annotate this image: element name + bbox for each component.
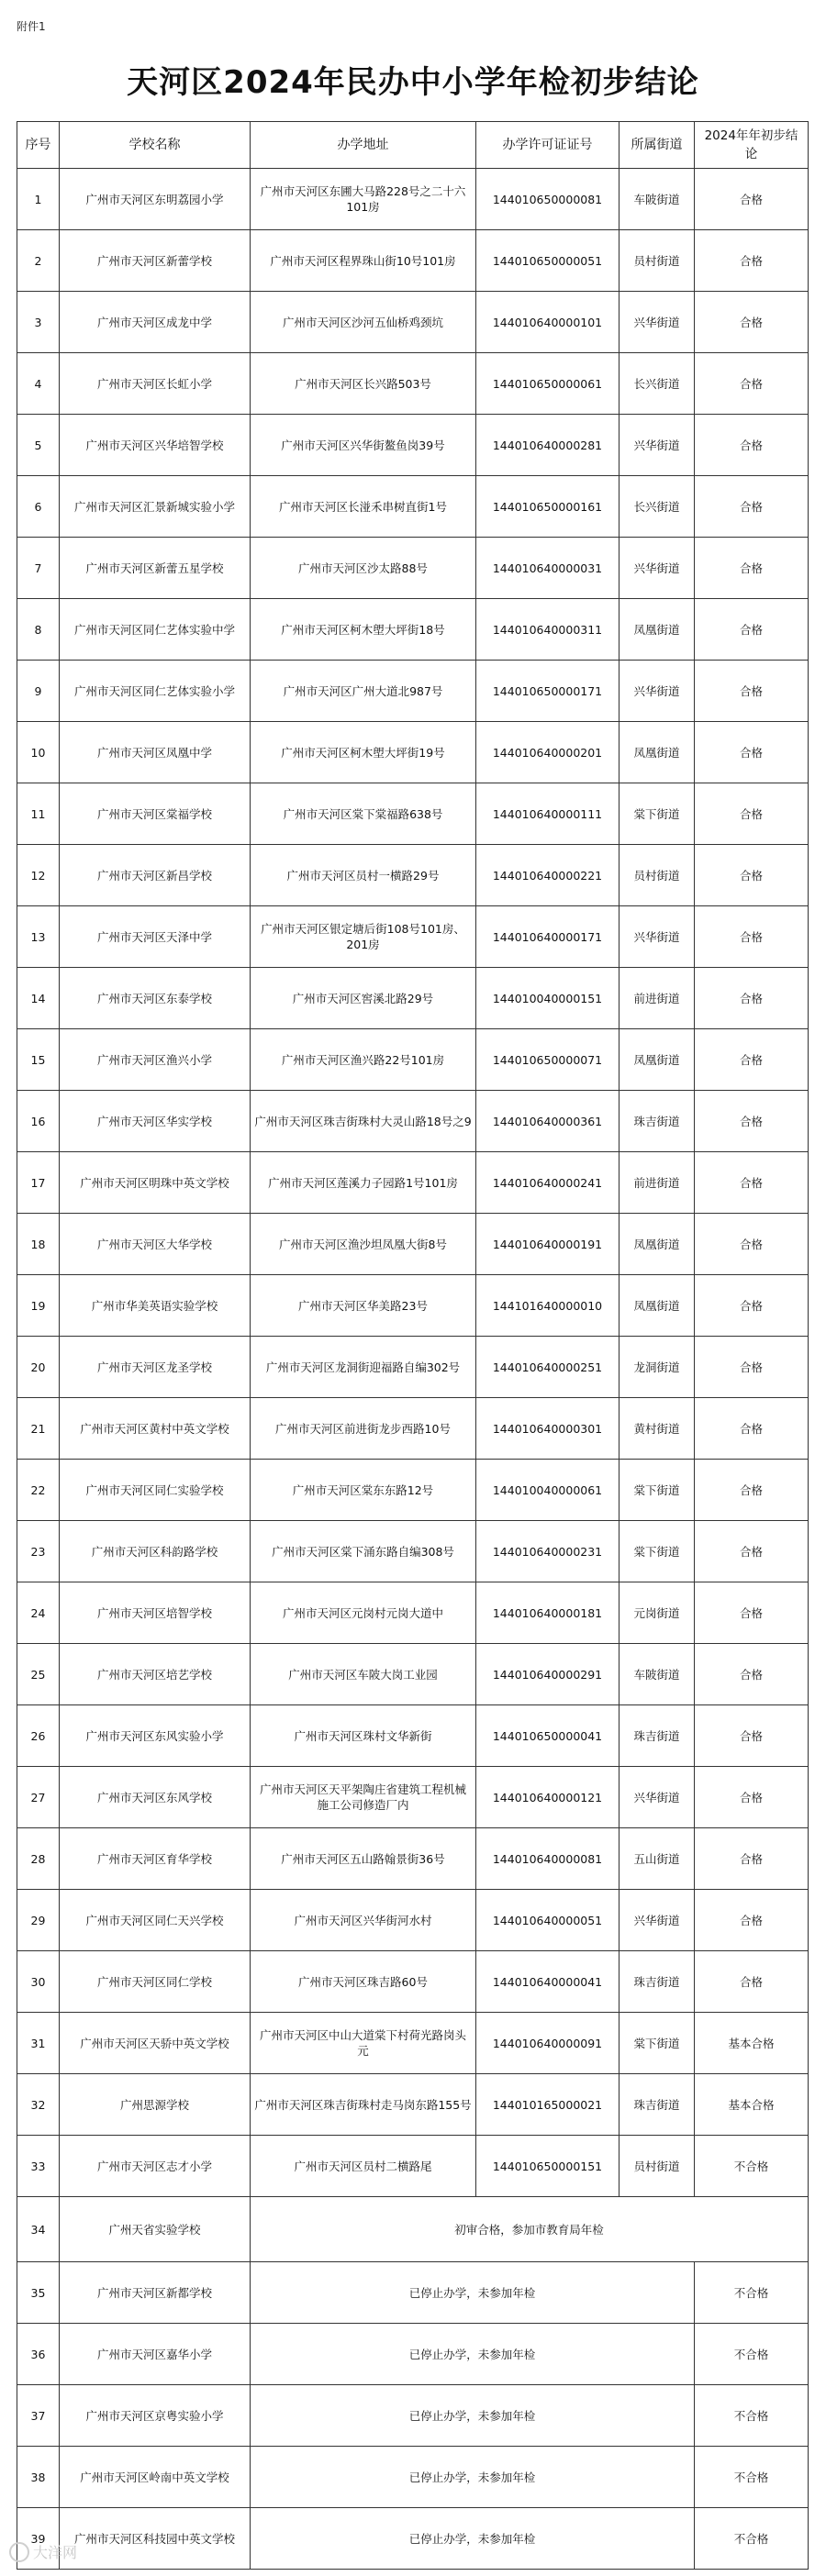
row-no: 15 bbox=[17, 1029, 60, 1091]
row-no: 20 bbox=[17, 1337, 60, 1398]
table-row bbox=[17, 1337, 809, 1398]
row-license: 144010650000051 bbox=[476, 230, 620, 292]
row-license: 144010640000111 bbox=[476, 783, 620, 845]
row-street: 兴华街道 bbox=[620, 1767, 695, 1828]
row-no: 30 bbox=[17, 1951, 60, 2013]
row-address: 广州市天河区珠村文华新街 bbox=[251, 1705, 476, 1767]
row-address: 广州市天河区棠东东路12号 bbox=[251, 1460, 476, 1521]
table-row bbox=[17, 1890, 809, 1951]
row-street: 员村街道 bbox=[620, 2136, 695, 2197]
page-title: 天河区2024年民办中小学年检初步结论 bbox=[127, 64, 699, 101]
row-no: 11 bbox=[17, 783, 60, 845]
row-school-name: 广州思源学校 bbox=[60, 2074, 251, 2136]
table-row bbox=[17, 1951, 809, 2013]
row-license: 144010640000281 bbox=[476, 415, 620, 476]
row-school-name: 广州市天河区京粤实验小学 bbox=[60, 2385, 251, 2447]
row-street: 棠下街道 bbox=[620, 783, 695, 845]
row-license: 144010640000241 bbox=[476, 1152, 620, 1214]
row-license: 144010650000171 bbox=[476, 661, 620, 722]
row-address: 广州市天河区柯木塱大坪街18号 bbox=[251, 599, 476, 661]
row-result: 合格 bbox=[695, 1890, 809, 1951]
row-street: 兴华街道 bbox=[620, 661, 695, 722]
row-address: 广州市天河区员村一横路29号 bbox=[251, 845, 476, 906]
row-street: 凤凰街道 bbox=[620, 599, 695, 661]
row-result: 合格 bbox=[695, 538, 809, 599]
row-school-name: 广州市天河区棠福学校 bbox=[60, 783, 251, 845]
row-address: 广州市天河区窖溪北路29号 bbox=[251, 968, 476, 1029]
row-street: 兴华街道 bbox=[620, 538, 695, 599]
row-result: 合格 bbox=[695, 906, 809, 968]
row-no: 17 bbox=[17, 1152, 60, 1214]
row-school-name: 广州市天河区天骄中英文学校 bbox=[60, 2013, 251, 2074]
row-street: 元岗街道 bbox=[620, 1582, 695, 1644]
row-license: 144010650000061 bbox=[476, 353, 620, 415]
row-result: 合格 bbox=[695, 845, 809, 906]
row-no: 10 bbox=[17, 722, 60, 783]
header-result: 2024年年初步结论 bbox=[695, 122, 809, 169]
table-row bbox=[17, 906, 809, 968]
row-school-name: 广州市天河区东明荔园小学 bbox=[60, 169, 251, 230]
row-no: 5 bbox=[17, 415, 60, 476]
row-license: 144010640000031 bbox=[476, 538, 620, 599]
row-license: 144010040000061 bbox=[476, 1460, 620, 1521]
row-license: 144010640000041 bbox=[476, 1951, 620, 2013]
row-street: 珠吉街道 bbox=[620, 1091, 695, 1152]
row-street: 五山街道 bbox=[620, 1828, 695, 1890]
table-row bbox=[17, 1828, 809, 1890]
row-address: 广州市天河区渔沙坦凤凰大街8号 bbox=[251, 1214, 476, 1275]
row-license: 144101640000010 bbox=[476, 1275, 620, 1337]
row-result: 合格 bbox=[695, 1951, 809, 2013]
row-license: 144010640000091 bbox=[476, 2013, 620, 2074]
row-school-name: 广州市天河区同仁艺体实验小学 bbox=[60, 661, 251, 722]
table-row bbox=[17, 1521, 809, 1582]
row-no: 18 bbox=[17, 1214, 60, 1275]
row-no: 31 bbox=[17, 2013, 60, 2074]
row-result: 合格 bbox=[695, 292, 809, 353]
row-result: 合格 bbox=[695, 1275, 809, 1337]
row-school-name: 广州市天河区岭南中英文学校 bbox=[60, 2447, 251, 2508]
row-school-name: 广州市天河区新蕾学校 bbox=[60, 230, 251, 292]
row-street: 兴华街道 bbox=[620, 906, 695, 968]
table-row bbox=[17, 1460, 809, 1521]
row-school-name: 广州市华美英语实验学校 bbox=[60, 1275, 251, 1337]
row-address: 广州市天河区沙河五仙桥鸡颈坑 bbox=[251, 292, 476, 353]
header-name: 学校名称 bbox=[60, 122, 251, 169]
row-address: 广州市天河区东圃大马路228号之二十六101房 bbox=[251, 169, 476, 230]
row-school-name: 广州市天河区东风实验小学 bbox=[60, 1705, 251, 1767]
row-school-name: 广州市天河区培艺学校 bbox=[60, 1644, 251, 1705]
row-street: 珠吉街道 bbox=[620, 1951, 695, 2013]
row-no: 38 bbox=[17, 2447, 60, 2508]
row-school-name: 广州市天河区科韵路学校 bbox=[60, 1521, 251, 1582]
row-address: 广州市天河区渔兴路22号101房 bbox=[251, 1029, 476, 1091]
table-row bbox=[17, 722, 809, 783]
row-result: 不合格 bbox=[695, 2324, 809, 2385]
row-address: 广州市天河区珠吉路60号 bbox=[251, 1951, 476, 2013]
row-address: 广州市天河区棠下棠福路638号 bbox=[251, 783, 476, 845]
row-license: 144010640000051 bbox=[476, 1890, 620, 1951]
row-result: 合格 bbox=[695, 169, 809, 230]
row-result: 合格 bbox=[695, 1337, 809, 1398]
row-license: 144010640000311 bbox=[476, 599, 620, 661]
row-street: 黄村街道 bbox=[620, 1398, 695, 1460]
table-row bbox=[17, 476, 809, 538]
row-address: 广州市天河区华美路23号 bbox=[251, 1275, 476, 1337]
row-street: 长兴街道 bbox=[620, 476, 695, 538]
row-result: 合格 bbox=[695, 599, 809, 661]
row-result: 基本合格 bbox=[695, 2074, 809, 2136]
row-no: 4 bbox=[17, 353, 60, 415]
row-school-name: 广州市天河区凤凰中学 bbox=[60, 722, 251, 783]
table-row bbox=[17, 1152, 809, 1214]
table-row bbox=[17, 2324, 809, 2385]
table-row bbox=[17, 2262, 809, 2324]
row-license: 144010640000231 bbox=[476, 1521, 620, 1582]
row-no: 9 bbox=[17, 661, 60, 722]
row-school-name: 广州市天河区东风学校 bbox=[60, 1767, 251, 1828]
table-row bbox=[17, 2197, 809, 2262]
row-school-name: 广州市天河区龙圣学校 bbox=[60, 1337, 251, 1398]
row-street: 兴华街道 bbox=[620, 292, 695, 353]
row-school-name: 广州市天河区同仁天兴学校 bbox=[60, 1890, 251, 1951]
row-address: 广州市天河区前进街龙步西路10号 bbox=[251, 1398, 476, 1460]
row-no: 19 bbox=[17, 1275, 60, 1337]
row-school-name: 广州市天河区华实学校 bbox=[60, 1091, 251, 1152]
row-no: 21 bbox=[17, 1398, 60, 1460]
row-result: 合格 bbox=[695, 1767, 809, 1828]
row-address: 广州市天河区员村二横路尾 bbox=[251, 2136, 476, 2197]
row-no: 13 bbox=[17, 906, 60, 968]
row-no: 27 bbox=[17, 1767, 60, 1828]
row-result: 合格 bbox=[695, 1152, 809, 1214]
row-school-name: 广州市天河区渔兴小学 bbox=[60, 1029, 251, 1091]
row-no: 33 bbox=[17, 2136, 60, 2197]
table-row bbox=[17, 2385, 809, 2447]
watermark-logo-icon bbox=[9, 2542, 29, 2562]
row-license: 144010640000101 bbox=[476, 292, 620, 353]
row-address: 广州市天河区珠吉街珠村走马岗东路155号 bbox=[251, 2074, 476, 2136]
table-row bbox=[17, 2013, 809, 2074]
table-row bbox=[17, 1767, 809, 1828]
row-street: 车陂街道 bbox=[620, 169, 695, 230]
row-result: 不合格 bbox=[695, 2136, 809, 2197]
row-school-name: 广州市天河区明珠中英文学校 bbox=[60, 1152, 251, 1214]
row-street: 凤凰街道 bbox=[620, 722, 695, 783]
table-row bbox=[17, 783, 809, 845]
row-license: 144010165000021 bbox=[476, 2074, 620, 2136]
results-table bbox=[17, 121, 809, 2570]
table-row bbox=[17, 2508, 809, 2570]
row-result: 合格 bbox=[695, 353, 809, 415]
header-license: 办学许可证证号 bbox=[476, 122, 620, 169]
table-row bbox=[17, 599, 809, 661]
table-row bbox=[17, 230, 809, 292]
table-row bbox=[17, 169, 809, 230]
table-row bbox=[17, 1275, 809, 1337]
row-address: 广州市天河区莲溪力子园路1号101房 bbox=[251, 1152, 476, 1214]
table-row bbox=[17, 2136, 809, 2197]
row-license: 144010640000121 bbox=[476, 1767, 620, 1828]
row-license: 144010040000151 bbox=[476, 968, 620, 1029]
row-street: 车陂街道 bbox=[620, 1644, 695, 1705]
row-no: 14 bbox=[17, 968, 60, 1029]
row-license: 144010640000221 bbox=[476, 845, 620, 906]
table-row bbox=[17, 2074, 809, 2136]
row-address: 广州市天河区长兴路503号 bbox=[251, 353, 476, 415]
row-street: 珠吉街道 bbox=[620, 1705, 695, 1767]
table-row bbox=[17, 2447, 809, 2508]
row-school-name: 广州市天河区新蕾五星学校 bbox=[60, 538, 251, 599]
row-address: 广州市天河区程界珠山街10号101房 bbox=[251, 230, 476, 292]
row-school-name: 广州市天河区新昌学校 bbox=[60, 845, 251, 906]
row-no: 1 bbox=[17, 169, 60, 230]
row-result: 基本合格 bbox=[695, 2013, 809, 2074]
row-result: 合格 bbox=[695, 1644, 809, 1705]
row-result: 合格 bbox=[695, 968, 809, 1029]
row-result: 合格 bbox=[695, 1828, 809, 1890]
row-no: 6 bbox=[17, 476, 60, 538]
row-school-name: 广州市天河区长虹小学 bbox=[60, 353, 251, 415]
row-note: 已停止办学，未参加年检 bbox=[251, 2447, 695, 2508]
row-result: 不合格 bbox=[695, 2385, 809, 2447]
table-row bbox=[17, 415, 809, 476]
row-school-name: 广州市天河区培智学校 bbox=[60, 1582, 251, 1644]
row-result: 合格 bbox=[695, 1460, 809, 1521]
row-school-name: 广州市天河区大华学校 bbox=[60, 1214, 251, 1275]
row-no: 25 bbox=[17, 1644, 60, 1705]
row-no: 28 bbox=[17, 1828, 60, 1890]
table-row bbox=[17, 353, 809, 415]
row-street: 珠吉街道 bbox=[620, 2074, 695, 2136]
row-no: 12 bbox=[17, 845, 60, 906]
row-school-name: 广州市天河区同仁实验学校 bbox=[60, 1460, 251, 1521]
row-street: 长兴街道 bbox=[620, 353, 695, 415]
table-row bbox=[17, 1214, 809, 1275]
row-license: 144010650000081 bbox=[476, 169, 620, 230]
table-row bbox=[17, 1029, 809, 1091]
row-school-name: 广州市天河区志才小学 bbox=[60, 2136, 251, 2197]
row-street: 员村街道 bbox=[620, 230, 695, 292]
row-school-name: 广州市天河区新都学校 bbox=[60, 2262, 251, 2324]
row-result: 不合格 bbox=[695, 2447, 809, 2508]
table-row bbox=[17, 1582, 809, 1644]
table-row bbox=[17, 661, 809, 722]
row-result: 合格 bbox=[695, 1582, 809, 1644]
row-result: 合格 bbox=[695, 476, 809, 538]
row-result: 合格 bbox=[695, 722, 809, 783]
table-row bbox=[17, 1705, 809, 1767]
row-license: 144010640000191 bbox=[476, 1214, 620, 1275]
table-header-row bbox=[17, 122, 809, 169]
row-license: 144010640000291 bbox=[476, 1644, 620, 1705]
row-address: 广州市天河区车陂大岗工业园 bbox=[251, 1644, 476, 1705]
row-address: 广州市天河区珠吉街珠村大灵山路18号之9 bbox=[251, 1091, 476, 1152]
row-result: 合格 bbox=[695, 415, 809, 476]
row-street: 棠下街道 bbox=[620, 1460, 695, 1521]
row-no: 3 bbox=[17, 292, 60, 353]
row-no: 29 bbox=[17, 1890, 60, 1951]
row-address: 广州市天河区天平架陶庄省建筑工程机械施工公司修造厂内 bbox=[251, 1767, 476, 1828]
row-street: 凤凰街道 bbox=[620, 1214, 695, 1275]
row-result: 不合格 bbox=[695, 2262, 809, 2324]
row-license: 144010640000301 bbox=[476, 1398, 620, 1460]
row-school-name: 广州市天河区兴华培智学校 bbox=[60, 415, 251, 476]
row-license: 144010640000171 bbox=[476, 906, 620, 968]
row-school-name: 广州市天河区嘉华小学 bbox=[60, 2324, 251, 2385]
row-street: 龙洞街道 bbox=[620, 1337, 695, 1398]
row-address: 广州市天河区元岗村元岗大道中 bbox=[251, 1582, 476, 1644]
row-result: 合格 bbox=[695, 1398, 809, 1460]
row-street: 前进街道 bbox=[620, 1152, 695, 1214]
row-address: 广州市天河区龙洞街迎福路自编302号 bbox=[251, 1337, 476, 1398]
row-address: 广州市天河区银定塘后街108号101房、201房 bbox=[251, 906, 476, 968]
row-no: 24 bbox=[17, 1582, 60, 1644]
row-license: 144010640000181 bbox=[476, 1582, 620, 1644]
watermark-text: 大洋网 bbox=[33, 2544, 78, 2561]
table-row bbox=[17, 538, 809, 599]
row-no: 34 bbox=[17, 2197, 60, 2262]
row-school-name: 广州市天河区成龙中学 bbox=[60, 292, 251, 353]
table-row bbox=[17, 1398, 809, 1460]
row-license: 144010640000251 bbox=[476, 1337, 620, 1398]
row-school-name: 广州市天河区育华学校 bbox=[60, 1828, 251, 1890]
row-street: 员村街道 bbox=[620, 845, 695, 906]
row-no: 26 bbox=[17, 1705, 60, 1767]
row-address: 广州市天河区沙太路88号 bbox=[251, 538, 476, 599]
row-note: 已停止办学，未参加年检 bbox=[251, 2262, 695, 2324]
row-no: 16 bbox=[17, 1091, 60, 1152]
row-license: 144010640000361 bbox=[476, 1091, 620, 1152]
row-no: 37 bbox=[17, 2385, 60, 2447]
row-street: 棠下街道 bbox=[620, 1521, 695, 1582]
row-address: 广州市天河区兴华街河水村 bbox=[251, 1890, 476, 1951]
row-street: 凤凰街道 bbox=[620, 1275, 695, 1337]
row-address: 广州市天河区棠下涌东路自编308号 bbox=[251, 1521, 476, 1582]
row-no: 23 bbox=[17, 1521, 60, 1582]
row-school-name: 广州市天河区天泽中学 bbox=[60, 906, 251, 968]
row-no: 8 bbox=[17, 599, 60, 661]
row-license: 144010640000081 bbox=[476, 1828, 620, 1890]
row-result: 合格 bbox=[695, 661, 809, 722]
row-address: 广州市天河区柯木塱大坪街19号 bbox=[251, 722, 476, 783]
row-school-name: 广州市天河区黄村中英文学校 bbox=[60, 1398, 251, 1460]
row-street: 兴华街道 bbox=[620, 1890, 695, 1951]
row-note: 已停止办学，未参加年检 bbox=[251, 2324, 695, 2385]
row-result: 合格 bbox=[695, 230, 809, 292]
row-address: 广州市天河区广州大道北987号 bbox=[251, 661, 476, 722]
row-street: 凤凰街道 bbox=[620, 1029, 695, 1091]
row-street: 前进街道 bbox=[620, 968, 695, 1029]
row-license: 144010650000161 bbox=[476, 476, 620, 538]
row-school-name: 广州市天河区汇景新城实验小学 bbox=[60, 476, 251, 538]
row-license: 144010640000201 bbox=[476, 722, 620, 783]
table-row bbox=[17, 1644, 809, 1705]
row-school-name: 广州市天河区同仁艺体实验中学 bbox=[60, 599, 251, 661]
row-address: 广州市天河区五山路翰景街36号 bbox=[251, 1828, 476, 1890]
row-no: 36 bbox=[17, 2324, 60, 2385]
header-street: 所属街道 bbox=[620, 122, 695, 169]
row-result: 不合格 bbox=[695, 2508, 809, 2570]
row-license: 144010650000071 bbox=[476, 1029, 620, 1091]
row-address: 广州市天河区兴华街鳌鱼岗39号 bbox=[251, 415, 476, 476]
row-address: 广州市天河区中山大道棠下村荷光路岗头元 bbox=[251, 2013, 476, 2074]
row-result: 合格 bbox=[695, 1029, 809, 1091]
row-result: 合格 bbox=[695, 1521, 809, 1582]
table-row bbox=[17, 1091, 809, 1152]
row-note: 已停止办学，未参加年检 bbox=[251, 2385, 695, 2447]
table-row bbox=[17, 292, 809, 353]
row-result: 合格 bbox=[695, 783, 809, 845]
row-school-name: 广州市天河区东泰学校 bbox=[60, 968, 251, 1029]
row-school-name: 广州市天河区科技园中英文学校 bbox=[60, 2508, 251, 2570]
attachment-label: 附件1 bbox=[17, 20, 46, 33]
row-no: 22 bbox=[17, 1460, 60, 1521]
row-school-name: 广州市天河区同仁学校 bbox=[60, 1951, 251, 2013]
row-school-name: 广州天省实验学校 bbox=[60, 2197, 251, 2262]
header-address: 办学地址 bbox=[251, 122, 476, 169]
row-address: 广州市天河区长湴禾串树直街1号 bbox=[251, 476, 476, 538]
row-no: 32 bbox=[17, 2074, 60, 2136]
header-no: 序号 bbox=[17, 122, 60, 169]
table-body bbox=[17, 169, 809, 2570]
row-no: 2 bbox=[17, 230, 60, 292]
watermark bbox=[9, 2541, 77, 2562]
row-no: 35 bbox=[17, 2262, 60, 2324]
row-street: 棠下街道 bbox=[620, 2013, 695, 2074]
table-row bbox=[17, 968, 809, 1029]
row-result: 合格 bbox=[695, 1091, 809, 1152]
row-note: 初审合格，参加市教育局年检 bbox=[251, 2197, 809, 2262]
row-result: 合格 bbox=[695, 1705, 809, 1767]
row-note: 已停止办学，未参加年检 bbox=[251, 2508, 695, 2570]
table-row bbox=[17, 845, 809, 906]
row-no: 39 bbox=[17, 2508, 60, 2570]
row-license: 144010650000041 bbox=[476, 1705, 620, 1767]
row-result: 合格 bbox=[695, 1214, 809, 1275]
row-license: 144010650000151 bbox=[476, 2136, 620, 2197]
row-street: 兴华街道 bbox=[620, 415, 695, 476]
row-no: 7 bbox=[17, 538, 60, 599]
